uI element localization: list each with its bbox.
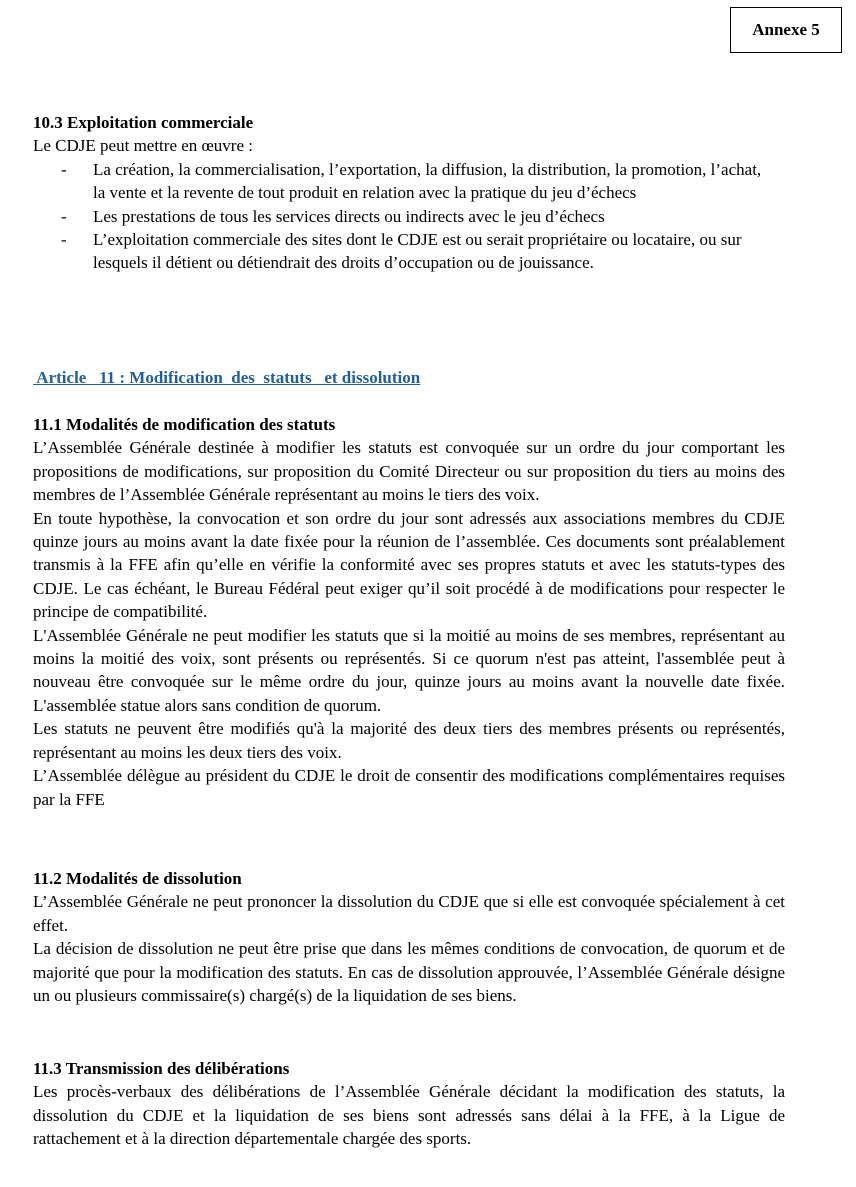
paragraph: La décision de dissolution ne peut être prise que dans les mêmes conditions de convocation, de quorum et de majorité que pour la modification des statuts. En cas de dissolution approuvée, l’Assemblée Générale désigne un ou plusieurs commissaire(s) chargé(s) de la liquidation de ses biens. [33,939,785,1006]
paragraph: L’Assemblée délègue au président du CDJE le droit de consentir des modifications complémentaires requises par la FFE [33,766,785,809]
section-heading: 11.2 Modalités de dissolution [33,869,242,888]
list-item: - Les prestations de tous les services directs ou indirects avec le jeu d’échecs [61,206,605,226]
bullet-list [33,158,763,275]
section-10-3 [33,111,785,275]
section-heading: 11.1 Modalités de modification des statuts [33,415,336,434]
section-11-1 [33,413,785,811]
section-heading: 10.3 Exploitation commerciale [33,113,254,132]
list-item: - L’exploitation commerciale des sites dont le CDJE est ou serait propriétaire ou locataire, ou sur lesquels il détient ou détiendrait des droits d’occupation ou de jouissance. [61,230,742,273]
paragraph: L’Assemblée Générale ne peut prononcer la dissolution du CDJE que si elle est convoquée spécialement à cet effet. [33,892,785,935]
paragraph: Les statuts ne peuvent être modifiés qu'à la majorité des deux tiers des membres présents ou représentés, représentant au moins les deux tiers des voix. [33,719,785,762]
paragraph: L’Assemblée Générale destinée à modifier les statuts est convoquée sur un ordre du jour comportant les propositions de modifications, sur proposition du Comité Directeur ou sur proposition du tiers au moins des membres de l’Assemblée Générale représentant au moins le tiers des voix. [33,438,785,505]
paragraph: En toute hypothèse, la convocation et son ordre du jour sont adressés aux associations membres du CDJE quinze jours au moins avant la date fixée pour la réunion de l’assemblée. Ces documents sont préalablement transmis à la FFE afin qu’elle en vérifie la conformité avec ses propres statuts et avec les statuts-types des CDJE. Le cas échéant, le Bureau Fédéral peut exiger qu’il soit procédé à de modifications pour respecter le principe de compatibilité. [33,508,785,622]
annex-label: Annexe 5 [730,7,842,53]
section-11-2 [33,867,785,1007]
section-11-3 [33,1057,785,1151]
paragraph: L'Assemblée Générale ne peut modifier les statuts que si la moitié au moins de ses membres, représentant au moins la moitié des voix, sont présents ou représentés. Si ce quorum n'est pas atteint, l'assemblée peut à nouveau être convoquée sur le même ordre du jour, quinze jours au moins avant la nouvelle date fixée. L'assemblée statue alors sans condition de quorum. [33,625,785,715]
paragraph: Les procès-verbaux des délibérations de l’Assemblée Générale décidant la modification des statuts, la dissolution du CDJE et la liquidation de ses biens sont adressés sans délai à la FFE, à la Ligue de rattachement et à la direction départementale chargée des sports. [33,1082,785,1149]
article-11-title: Article 11 : Modification des statuts et dissolution [33,368,421,387]
section-intro: Le CDJE peut mettre en œuvre : [33,136,253,156]
list-item: - La création, la commercialisation, l’exportation, la diffusion, la distribution, la promotion, l’achat, la vente et la revente de tout produit en relation avec la pratique du jeu d’échecs [61,159,762,203]
section-heading: 11.3 Transmission des délibérations [33,1059,290,1078]
